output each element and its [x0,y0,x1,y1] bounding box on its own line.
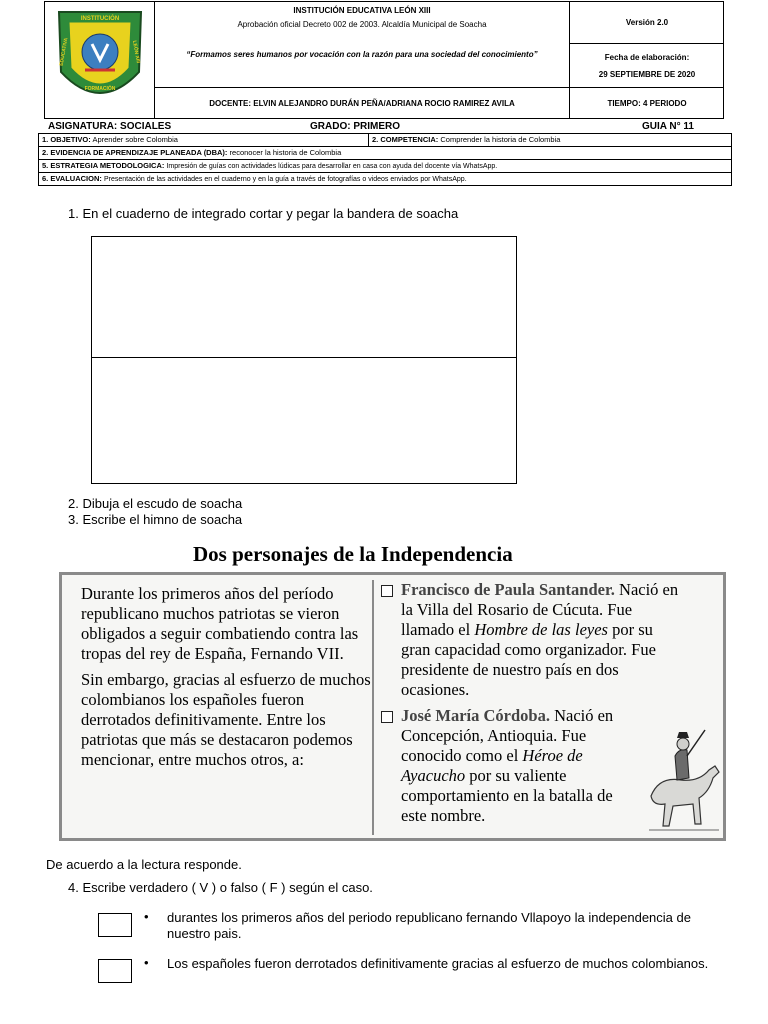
reading-left-column [81,584,371,776]
dba-text: reconocer la historia de Colombia [229,148,342,157]
strategy-text: Impresión de guías con actividades lúdicas para desarrollar en casa con ayuda del docente vía WhatsApp. [166,163,498,170]
evaluation-text: Presentación de las actividades en el cuaderno y en la guía a través de fotografías o videos enviados por WhatsApp. [103,176,467,183]
logo-text-right: LEÓN XIII [131,40,141,64]
reading-title: Dos personajes de la Independencia [193,542,513,566]
competence-label: 2. COMPETENCIA: [372,135,439,144]
strategy-row [39,160,731,173]
header-right [569,2,723,118]
santander-text-2: por su gran capacidad como organizador. Fue presidente de nuestro país en dos ocasiones. [401,620,656,699]
logo-cell [45,2,155,118]
cordoba-text-2: por su valiente comportamiento en la batalla de este nombre. [401,766,613,825]
date-value: 29 SEPTIEMBRE DE 2020 [598,70,696,79]
santander-name: Francisco de Paula Santander. [401,580,615,599]
cordoba-nickname: Héroe de Ayacucho [401,746,583,785]
objective-row [39,134,731,147]
subject-guia: GUIA N° 11 [642,121,694,132]
question-1: 1. En el cuaderno de integrado cortar y pegar la bandera de soacha [68,206,459,221]
objectives-table [38,133,732,186]
evaluation-label: 6. EVALUACION: [42,174,102,183]
version: Versión 2.0 [570,2,724,44]
objective-label: 1. OBJETIVO: [42,135,91,144]
time-period: TIEMPO: 4 PERIODO [607,98,687,108]
institution-name: INSTITUCIÓN EDUCATIVA LEÓN XIII [293,6,431,15]
checkbox-icon [381,711,393,723]
subject-asignatura: ASIGNATURA: SOCIALES [48,121,172,132]
institution-motto: “Formamos seres humanos por vocación con la razón para una sociedad del conocimiento” [186,50,538,59]
checkbox-icon [381,585,393,597]
reading-paragraph-1: Durante los primeros años del período republicano muchos patriotas se vieron obligados a seguir combatiendo contra las tropas del rey de España, Fernando VII. [81,584,359,663]
reading-panel [55,540,730,842]
subject-grado: GRADO: PRIMERO [310,121,400,132]
bullet-2: • [144,955,149,970]
competence-cell [369,134,729,147]
santander-text-1: Nació en la Villa del Rosario de Cúcuta. Fue llamado el [401,580,679,639]
cordoba-text-1: Nació en Concepción, Antioquia. Fue conocido como el [401,706,614,765]
logo-text-bottom: FORMACIÓN [84,86,116,92]
santander-item [381,580,681,700]
santander-nickname: Hombre de las leyes [474,620,608,639]
evaluation-row [39,173,731,186]
teachers: DOCENTE: ELVIN ALEJANDRO DURÁN PEÑA/ADRIANA ROCIO RAMIREZ AVILA [209,98,515,108]
cordoba-item [381,706,626,826]
dba-label: 2. EVIDENCIA DE APRENDIZAJE PLANEADA (DBA): [42,148,228,157]
header-table [44,1,724,119]
answer-box-1[interactable] [98,913,132,937]
question-4: 4. Escribe verdadero ( V ) o falso ( F ) según el caso. [68,880,373,895]
reading-paragraph-2: Sin embargo, gracias al esfuerzo de muchos colombianos los españoles fueron derrotados definitivamente. Entre los patriotas que más se destacaron podemos mencionar, entre muchos otros, a: [81,670,371,769]
answer-box-2[interactable] [98,959,132,983]
statement-1: durantes los primeros años del periodo republicano fernando Vllapoyo la independencia de nuestro pais. [167,910,691,941]
date-label: Fecha de elaboración: [604,53,690,62]
school-crest-logo [45,2,155,118]
horseman-illustration-icon [639,726,725,836]
strategy-label: 5. ESTRATEGIA METODOLOGICA: [42,161,165,170]
reading-instruction: De acuerdo a la lectura responde. [46,857,242,872]
question-3: 3. Escribe el himno de soacha [68,512,243,527]
logo-text-top: INSTITUCIÓN [80,16,120,22]
approval-decree: Aprobación oficial Decreto 002 de 2003. Alcaldía Municipal de Soacha [237,20,487,29]
dba-row [39,147,731,160]
statement-2: Los españoles fueron derrotados definitivamente gracias al esfuerzo de muchos colombianos. [167,956,709,971]
cordoba-name: José María Córdoba. [401,706,550,725]
competence-text: Comprender la historia de Colombia [440,135,561,144]
header-middle [155,2,569,118]
logo-text-left: EDUCATIVA [58,37,70,67]
column-divider [372,580,374,835]
institution-block [155,2,569,88]
objective-cell [39,134,369,147]
question-2: 2. Dibuja el escudo de soacha [68,496,243,511]
reading-right-column [381,580,681,832]
bullet-1: • [144,909,149,924]
flag-divider [92,357,516,358]
objective-text: Aprender sobre Colombia [92,135,178,144]
flag-paste-box[interactable] [91,236,517,484]
date-block [570,44,724,88]
